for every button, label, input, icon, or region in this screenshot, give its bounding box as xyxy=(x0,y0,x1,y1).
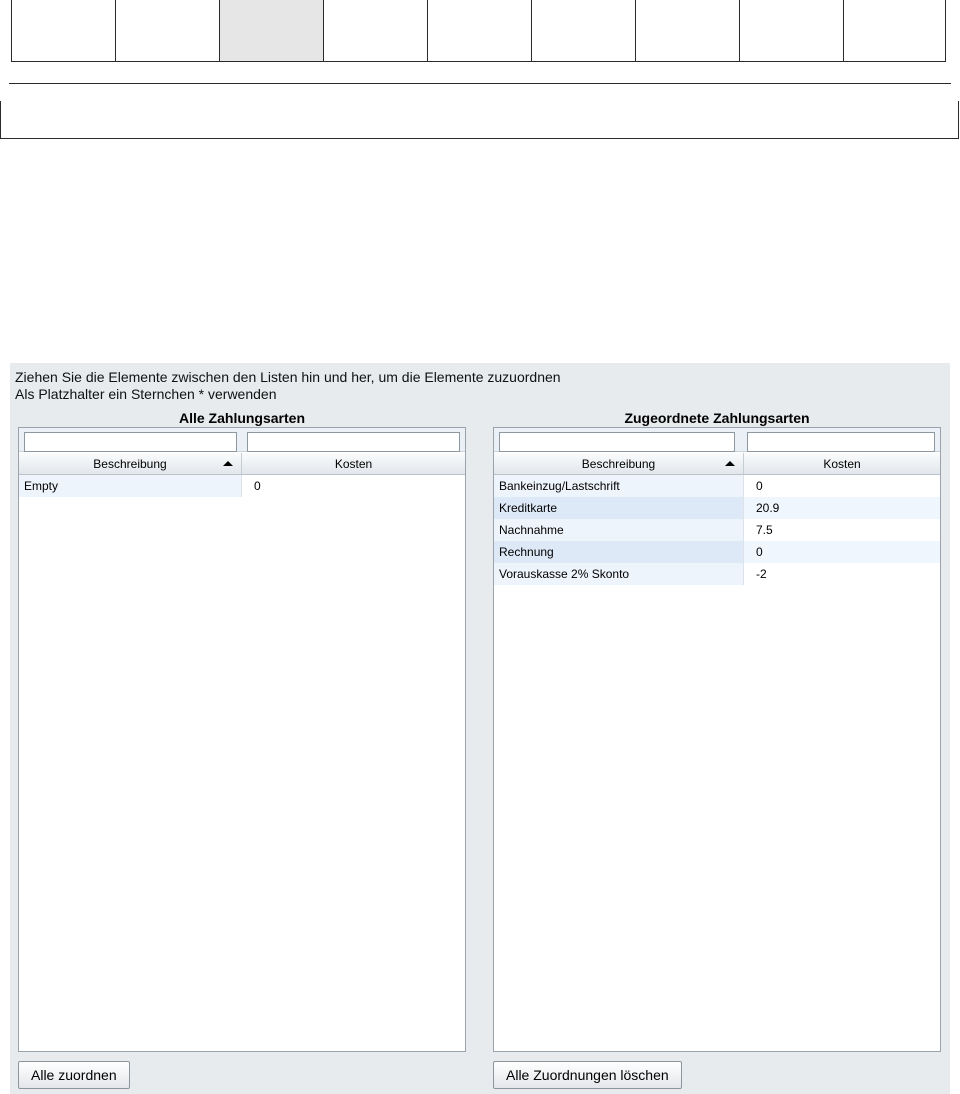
tab-8[interactable] xyxy=(740,0,844,61)
column-header-label: Beschreibung xyxy=(581,456,656,471)
cell-cost: 0 xyxy=(744,475,940,497)
cell-description: Bankeinzug/Lastschrift xyxy=(494,475,744,497)
toolbar-bar xyxy=(0,101,959,139)
tab-4[interactable] xyxy=(324,0,428,61)
column-header-description[interactable] xyxy=(494,453,744,474)
filter-description-input[interactable] xyxy=(499,432,735,452)
tab-6[interactable] xyxy=(532,0,636,61)
cell-cost: 7.5 xyxy=(744,519,940,541)
table-row[interactable] xyxy=(494,563,940,585)
sort-ascending-icon xyxy=(725,461,735,466)
grid xyxy=(18,427,466,1052)
assignment-panel xyxy=(10,363,950,1094)
filter-description-input[interactable] xyxy=(24,432,237,452)
list-title: Alle Zahlungsarten xyxy=(178,410,306,426)
table-row[interactable] xyxy=(494,541,940,563)
tab-7[interactable] xyxy=(636,0,740,61)
cell-description: Empty xyxy=(19,475,242,497)
sort-ascending-icon xyxy=(223,461,233,466)
tab-strip xyxy=(11,0,946,62)
column-header-label: Kosten xyxy=(334,456,373,471)
grid xyxy=(493,427,941,1052)
cell-description: Kreditkarte xyxy=(494,497,744,519)
cell-cost: 0 xyxy=(744,541,940,563)
instruction-line-1: Ziehen Sie die Elemente zwischen den Listen hin und her, um die Elemente zuzuordnen xyxy=(15,369,561,385)
tab-2[interactable] xyxy=(116,0,220,61)
tab-5[interactable] xyxy=(428,0,532,61)
tab-1[interactable] xyxy=(12,0,116,61)
table-row[interactable] xyxy=(494,497,940,519)
clear-assignments-button[interactable]: Alle Zuordnungen löschen xyxy=(493,1061,682,1089)
cell-description: Nachnahme xyxy=(494,519,744,541)
table-row[interactable] xyxy=(494,475,940,497)
column-headers xyxy=(19,453,465,475)
filter-cost-input[interactable] xyxy=(247,432,460,452)
cell-cost: 20.9 xyxy=(744,497,940,519)
column-headers xyxy=(494,453,940,475)
filter-cost-input[interactable] xyxy=(747,432,935,452)
tab-9[interactable] xyxy=(844,0,945,61)
cell-cost: -2 xyxy=(744,563,940,585)
tab-3[interactable] xyxy=(220,0,324,61)
column-header-cost[interactable] xyxy=(242,453,465,474)
table-row[interactable] xyxy=(494,519,940,541)
instruction-line-2: Als Platzhalter ein Sternchen * verwenden xyxy=(15,386,277,402)
filter-row xyxy=(494,428,940,452)
table-body xyxy=(19,475,465,497)
column-header-label: Beschreibung xyxy=(93,456,167,471)
assign-all-button[interactable]: Alle zuordnen xyxy=(18,1061,130,1089)
column-header-cost[interactable] xyxy=(744,453,940,474)
filter-row xyxy=(19,428,465,452)
column-header-description[interactable] xyxy=(19,453,242,474)
cell-cost: 0 xyxy=(242,475,465,497)
cell-description: Rechnung xyxy=(494,541,744,563)
column-header-label: Kosten xyxy=(823,456,861,471)
cell-description: Vorauskasse 2% Skonto xyxy=(494,563,744,585)
list-title: Zugeordnete Zahlungsarten xyxy=(624,410,810,426)
instructions xyxy=(15,369,561,403)
table-row[interactable] xyxy=(19,475,465,497)
table-body xyxy=(494,475,940,585)
divider xyxy=(9,83,951,84)
